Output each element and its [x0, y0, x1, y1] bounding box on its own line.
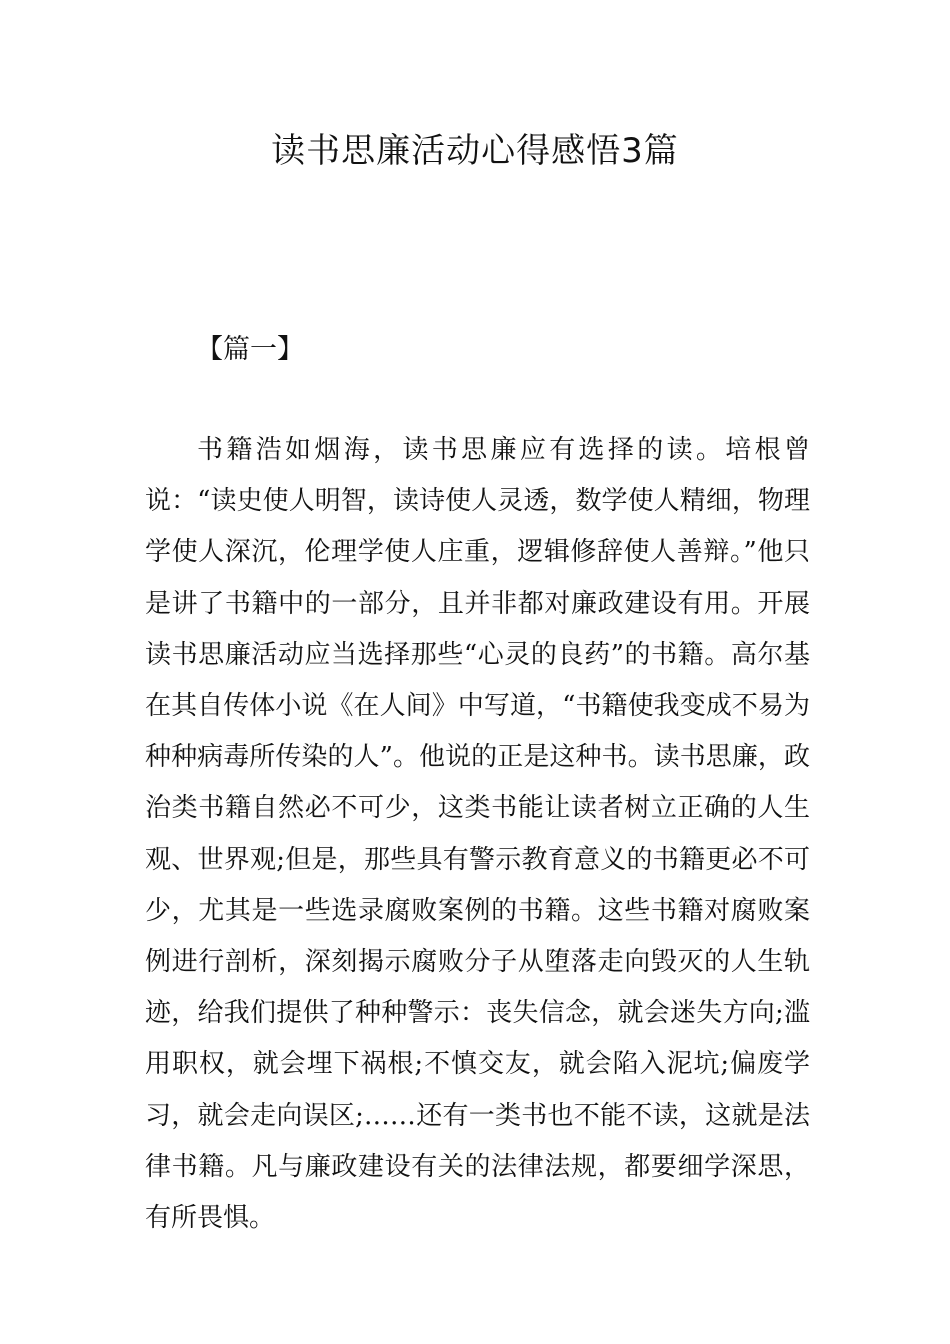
section-heading: 【篇一】 — [196, 334, 304, 365]
document-title: 读书思廉活动心得感悟3篇 — [271, 131, 679, 171]
body-paragraph: 书籍浩如烟海，读书思廉应有选择的读。培根曾说：“读史使人明智，读诗使人灵透，数学使人精细，物理学使人深沉，伦理学使人庄重，逻辑修辞使人善辩。”他只是讲了书籍中的一部分，且并非都对廉政建设有用。开展读书思廉活动应当选择那些“心灵的良药”的书籍。高尔基在其自传体小说《在人间》中写道，“书籍使我变成不易为种种病毒所传染的人”。他说的正是这种书。读书思廉，政治类书籍自然必不可少，这类书能让读者树立正确的人生观、世界观;但是，那些具有警示教育意义的书籍更必不可少，尤其是一些选录腐败案例的书籍。这些书籍对腐败案例进行剖析，深刻揭示腐败分子从堕落走向毁灭的人生轨迹，给我们提供了种种警示：丧失信念，就会迷失方向;滥用职权，就会埋下祸根;不慎交友，就会陷入泥坑;偏废学习，就会走向误区;……还有一类书也不能不读，这就是法律书籍。凡与廉政建设有关的法律法规，都要细学深思，有所畏惧。 — [145, 435, 810, 1234]
